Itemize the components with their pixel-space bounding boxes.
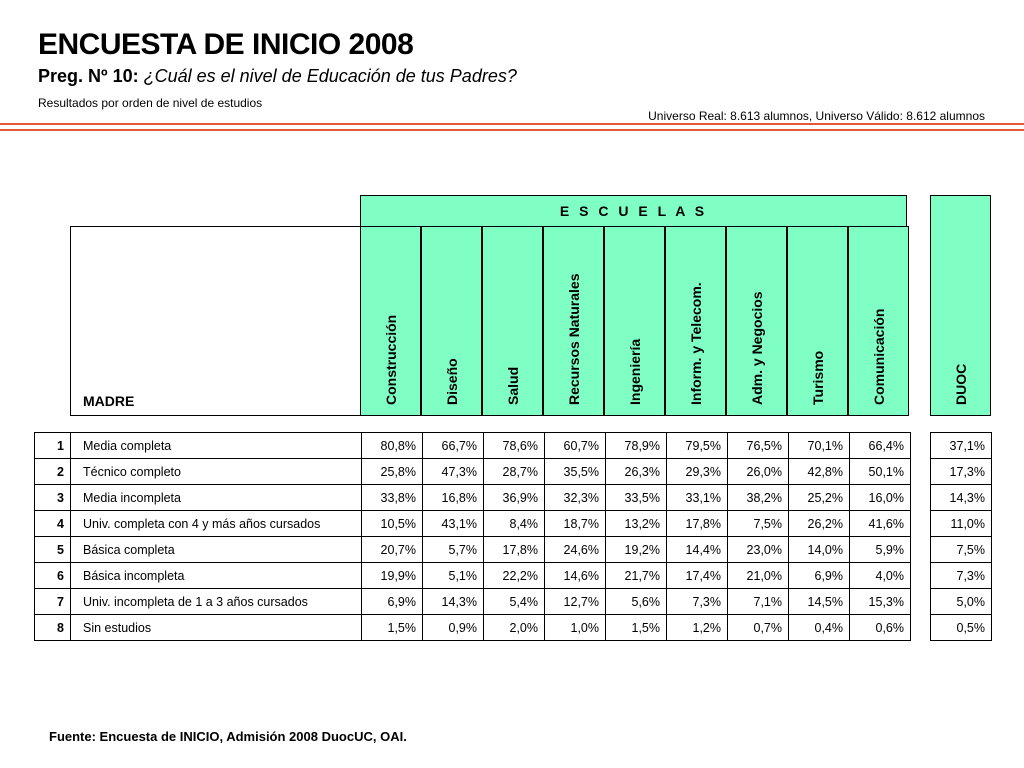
table-cell: 15,3% [850,589,911,615]
table-cell: 13,2% [606,511,667,537]
duoc-row [931,589,992,615]
table-cell: 47,3% [423,459,484,485]
table-cell: 41,6% [850,511,911,537]
row-label: Técnico completo [71,459,362,485]
table-cell: 38,2% [728,485,789,511]
table-cell: 14,3% [423,589,484,615]
table-row [35,589,911,615]
table-cell: 14,0% [789,537,850,563]
column-header [787,226,848,416]
table-cell: 20,7% [362,537,423,563]
row-label: Univ. incompleta de 1 a 3 años cursados [71,589,362,615]
table-cell: 35,5% [545,459,606,485]
row-number: 2 [35,459,71,485]
table-cell: 18,7% [545,511,606,537]
column-header [421,226,482,416]
duoc-row [931,485,992,511]
duoc-cell: 7,3% [931,563,992,589]
column-header [848,226,909,416]
question-text: ¿Cuál es el nivel de Educación de tus Padres? [143,66,517,86]
table-cell: 8,4% [484,511,545,537]
table-cell: 7,1% [728,589,789,615]
table-cell: 6,9% [362,589,423,615]
table-cell: 5,7% [423,537,484,563]
column-header-label: Ingeniería [626,338,643,405]
row-number: 3 [35,485,71,511]
duoc-cell: 5,0% [931,589,992,615]
table-cell: 16,0% [850,485,911,511]
table-cell: 7,5% [728,511,789,537]
row-label: Univ. completa con 4 y más años cursados [71,511,362,537]
results-table [34,432,911,641]
subtitle: Resultados por orden de nivel de estudios [38,96,263,110]
row-number: 1 [35,433,71,459]
column-header-label: Inform. y Telecom. [687,282,704,405]
table-cell: 32,3% [545,485,606,511]
column-header-label: Construcción [382,314,399,405]
table-cell: 6,9% [789,563,850,589]
column-header [726,226,787,416]
duoc-cell: 17,3% [931,459,992,485]
column-header [665,226,726,416]
duoc-cell: 14,3% [931,485,992,511]
row-label: Media completa [71,433,362,459]
universe-note: Universo Real: 8.613 alumnos, Universo Válido: 8.612 alumnos [648,109,985,123]
question-label: Preg. Nº 10: [38,66,139,86]
table-cell: 17,8% [667,511,728,537]
divider-line [0,123,1024,125]
table-cell: 22,2% [484,563,545,589]
column-header-label: Comunicación [870,308,887,405]
table-row [35,615,911,641]
table-cell: 29,3% [667,459,728,485]
row-number: 6 [35,563,71,589]
table-cell: 21,7% [606,563,667,589]
table-cell: 1,0% [545,615,606,641]
column-header-label: Turismo [809,350,826,405]
madre-header [70,226,361,416]
table-cell: 16,8% [423,485,484,511]
duoc-row [931,459,992,485]
table-cell: 66,4% [850,433,911,459]
table-cell: 66,7% [423,433,484,459]
table-cell: 7,3% [667,589,728,615]
table-cell: 12,7% [545,589,606,615]
row-label: Básica completa [71,537,362,563]
source-footer: Fuente: Encuesta de INICIO, Admisión 2008 DuocUC, OAI. [49,729,407,744]
table-cell: 0,4% [789,615,850,641]
table-row [35,563,911,589]
column-header [543,226,604,416]
duoc-row [931,511,992,537]
table-cell: 50,1% [850,459,911,485]
table-cell: 33,1% [667,485,728,511]
row-label: Sin estudios [71,615,362,641]
table-cell: 17,8% [484,537,545,563]
escuelas-group-header: E S C U E L A S [360,195,907,227]
table-cell: 79,5% [667,433,728,459]
duoc-row [931,615,992,641]
table-cell: 14,4% [667,537,728,563]
table-cell: 5,4% [484,589,545,615]
table-cell: 70,1% [789,433,850,459]
duoc-row [931,537,992,563]
table-cell: 5,6% [606,589,667,615]
table-cell: 26,0% [728,459,789,485]
duoc-table [930,432,992,641]
column-header [360,226,421,416]
table-cell: 25,8% [362,459,423,485]
table-cell: 10,5% [362,511,423,537]
column-header-label: Adm. y Negocios [748,291,765,405]
column-header [604,226,665,416]
duoc-cell: 0,5% [931,615,992,641]
table-cell: 33,8% [362,485,423,511]
table-cell: 78,6% [484,433,545,459]
table-cell: 80,8% [362,433,423,459]
duoc-row [931,433,992,459]
table-row [35,433,911,459]
duoc-cell: 37,1% [931,433,992,459]
table-cell: 25,2% [789,485,850,511]
table-cell: 36,9% [484,485,545,511]
table-cell: 0,7% [728,615,789,641]
duoc-cell: 7,5% [931,537,992,563]
table-cell: 60,7% [545,433,606,459]
table-cell: 5,1% [423,563,484,589]
table-cell: 1,5% [606,615,667,641]
column-header-label: Recursos Naturales [565,273,582,405]
table-cell: 1,2% [667,615,728,641]
table-cell: 14,5% [789,589,850,615]
table-cell: 28,7% [484,459,545,485]
row-number: 7 [35,589,71,615]
row-number: 4 [35,511,71,537]
table-cell: 4,0% [850,563,911,589]
table-cell: 33,5% [606,485,667,511]
column-header-label: Diseño [443,358,460,405]
duoc-cell: 11,0% [931,511,992,537]
question [38,66,517,87]
column-header-label: Salud [504,366,521,405]
table-cell: 24,6% [545,537,606,563]
row-number: 8 [35,615,71,641]
duoc-row [931,563,992,589]
table-cell: 5,9% [850,537,911,563]
table-cell: 23,0% [728,537,789,563]
duoc-header [930,195,991,416]
page-title: ENCUESTA DE INICIO 2008 [38,28,414,61]
row-label: Básica incompleta [71,563,362,589]
table-cell: 0,9% [423,615,484,641]
table-cell: 21,0% [728,563,789,589]
table-cell: 19,9% [362,563,423,589]
row-label: Media incompleta [71,485,362,511]
table-cell: 2,0% [484,615,545,641]
divider-line [0,129,1024,131]
table-row [35,537,911,563]
table-cell: 1,5% [362,615,423,641]
table-row [35,459,911,485]
table-cell: 14,6% [545,563,606,589]
table-row [35,485,911,511]
duoc-label: DUOC [952,363,969,405]
table-row [35,511,911,537]
table-cell: 76,5% [728,433,789,459]
table-cell: 78,9% [606,433,667,459]
column-header [482,226,543,416]
table-cell: 42,8% [789,459,850,485]
table-cell: 26,2% [789,511,850,537]
table-cell: 43,1% [423,511,484,537]
table-cell: 0,6% [850,615,911,641]
table-cell: 19,2% [606,537,667,563]
row-number: 5 [35,537,71,563]
madre-label: MADRE [83,393,135,409]
table-cell: 26,3% [606,459,667,485]
table-cell: 17,4% [667,563,728,589]
